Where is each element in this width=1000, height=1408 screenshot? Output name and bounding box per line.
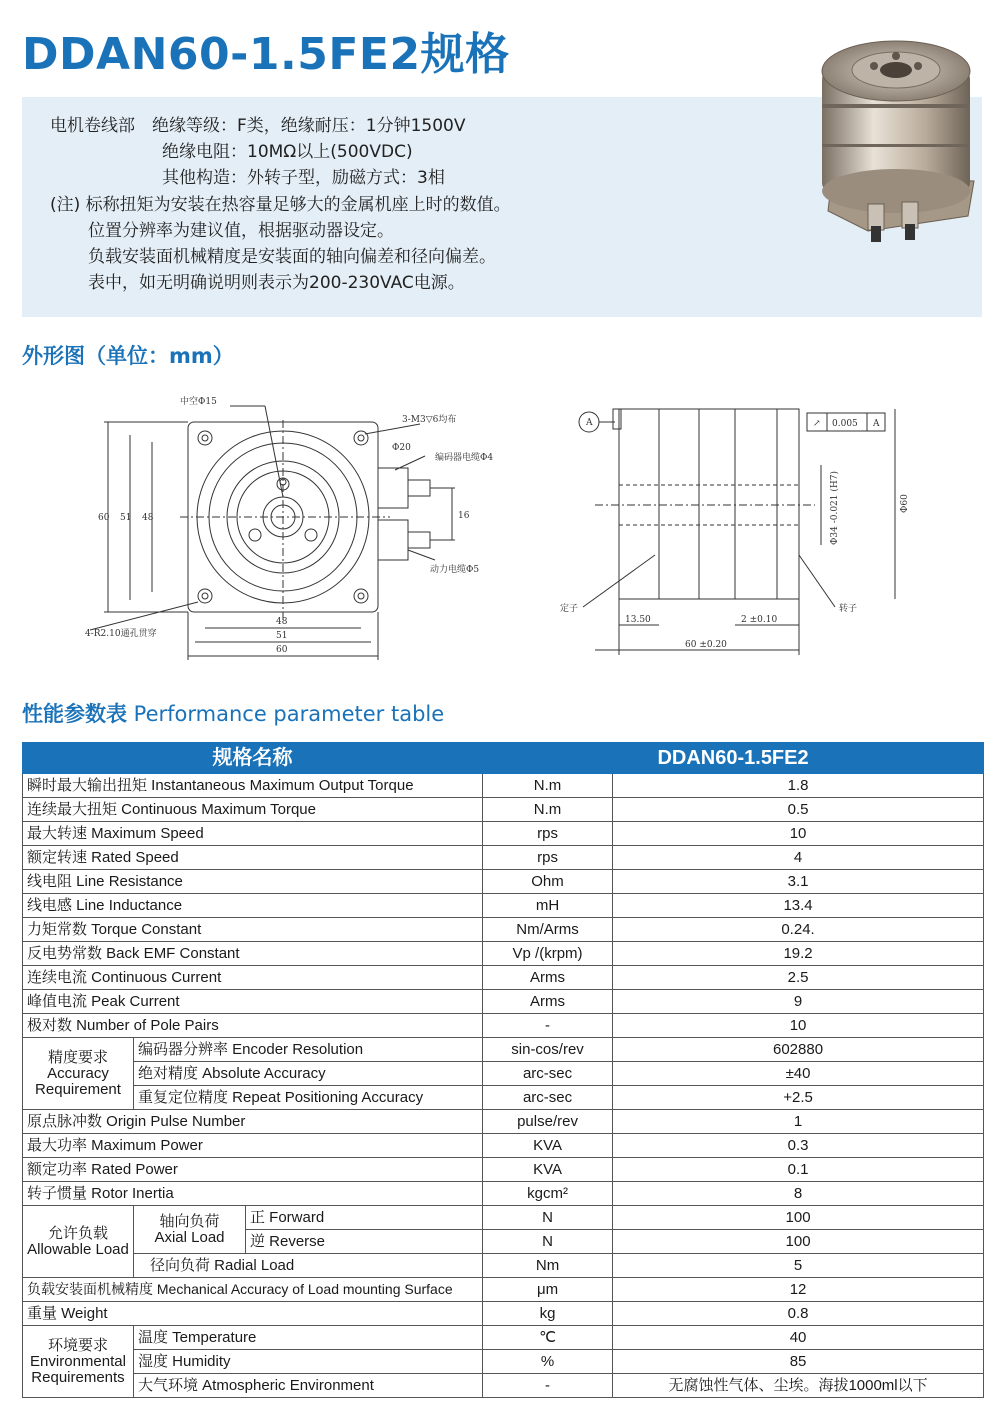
row-name: 反电势常数 Back EMF Constant (23, 942, 483, 966)
row-value: 0.5 (613, 798, 984, 822)
row-name: 峰值电流 Peak Current (23, 990, 483, 1014)
row-name: 温度 Temperature (134, 1326, 483, 1350)
label-d1350: 13.50 (625, 615, 651, 625)
row-unit: % (483, 1350, 613, 1374)
perf-title-en: Performance parameter table (127, 702, 445, 726)
group-accuracy-cn: 精度要求 (47, 1048, 108, 1066)
header-model: DDAN60-1.5FE2 (483, 743, 984, 774)
row-name: 径向负荷 Radial Load (134, 1254, 483, 1278)
row-name: 重复定位精度 Repeat Positioning Accuracy (134, 1086, 483, 1110)
row-unit: Arms (483, 966, 613, 990)
row-unit: - (483, 1374, 613, 1398)
row-value: 10 (613, 822, 984, 846)
row-value: 13.4 (613, 894, 984, 918)
label-tolerance-value: 0.005 (832, 419, 858, 429)
row-unit: KVA (483, 1158, 613, 1182)
row-unit: pulse/rev (483, 1110, 613, 1134)
row-name: 重量 Weight (23, 1302, 483, 1326)
row-unit: - (483, 1014, 613, 1038)
table-row (23, 918, 984, 942)
group-env-en2: Requirements (31, 1368, 125, 1386)
row-name: 连续电流 Continuous Current (23, 966, 483, 990)
performance-table (22, 742, 984, 1398)
row-value: 1 (613, 1110, 984, 1134)
row-value: 602880 (613, 1038, 984, 1062)
spec-line-resolution: 位置分辨率为建议值，根据驱动器设定。 (88, 221, 394, 241)
table-row (23, 1014, 984, 1038)
drawing-section-title: 外形图（单位：mm） (22, 344, 234, 368)
label-d34: Φ34 -0.021 (H7) (830, 471, 840, 545)
label-hollow: 中空Φ15 (180, 397, 217, 407)
table-row (23, 1254, 984, 1278)
row-name: 极对数 Number of Pole Pairs (23, 1014, 483, 1038)
row-unit: rps (483, 846, 613, 870)
table-row (23, 990, 984, 1014)
label-d60-side: Φ60 (900, 494, 910, 513)
table-row (23, 1158, 984, 1182)
row-value: 40 (613, 1326, 984, 1350)
row-name: 原点脉冲数 Origin Pulse Number (23, 1110, 483, 1134)
row-unit: rps (483, 822, 613, 846)
row-name: 线电感 Line Inductance (23, 894, 483, 918)
row-value: +2.5 (613, 1086, 984, 1110)
group-environment (23, 1326, 134, 1398)
table-row (23, 1350, 984, 1374)
row-unit: KVA (483, 1134, 613, 1158)
row-unit: kgcm² (483, 1182, 613, 1206)
label-encoder-cable: 编码器电缆Φ4 (435, 453, 494, 463)
table-row (23, 894, 984, 918)
row-unit: kg (483, 1302, 613, 1326)
row-value: 100 (613, 1206, 984, 1230)
label-tolerance-ref: A (873, 419, 880, 429)
row-unit: Vp /(krpm) (483, 942, 613, 966)
row-name: 逆 Reverse (246, 1230, 483, 1254)
group-env-en1: Environmental (30, 1352, 126, 1370)
row-value: 10 (613, 1014, 984, 1038)
label-d51-vertical: 51 (120, 513, 132, 523)
table-row (23, 870, 984, 894)
row-name: 力矩常数 Torque Constant (23, 918, 483, 942)
row-name: 连续最大扭矩 Continuous Maximum Torque (23, 798, 483, 822)
row-value: 85 (613, 1350, 984, 1374)
spec-line-resistance: 绝缘电阻：10MΩ以上(500VDC) (162, 142, 413, 162)
row-value: 100 (613, 1230, 984, 1254)
row-name: 编码器分辨率 Encoder Resolution (134, 1038, 483, 1062)
group-axial (134, 1206, 246, 1254)
label-tolerance-symbol: ↗ (813, 419, 821, 429)
group-load (23, 1206, 134, 1278)
row-value: 19.2 (613, 942, 984, 966)
spec-line-power: 表中，如无明确说明则表示为200-230VAC电源。 (88, 273, 465, 293)
spec-line-insulation: 电机卷线部 绝缘等级：F类，绝缘耐压：1分钟1500V (50, 116, 466, 136)
spec-line-note: (注) 标称扭矩为安装在热容量足够大的金属机座上时的数值。 (50, 195, 511, 215)
motor-photo (808, 26, 984, 246)
group-load-cn: 允许负载 (47, 1224, 108, 1242)
label-holes: 3-M3▽6均布 (402, 415, 457, 425)
table-header-row (23, 743, 984, 774)
row-value: 0.24. (613, 918, 984, 942)
label-stator: 定子 (560, 604, 579, 614)
table-row (23, 1110, 984, 1134)
row-name: 额定功率 Rated Power (23, 1158, 483, 1182)
row-unit: arc-sec (483, 1086, 613, 1110)
row-unit: sin-cos/rev (483, 1038, 613, 1062)
row-unit: Ohm (483, 870, 613, 894)
label-d60-tol: 60 ±0.20 (685, 640, 727, 650)
spec-line-structure: 其他构造：外转子型，励磁方式：3相 (162, 168, 445, 188)
row-name: 正 Forward (246, 1206, 483, 1230)
row-unit: mH (483, 894, 613, 918)
row-name: 最大功率 Maximum Power (23, 1134, 483, 1158)
table-row (23, 966, 984, 990)
row-name: 最大转速 Maximum Speed (23, 822, 483, 846)
table-row (23, 798, 984, 822)
table-row (23, 1062, 984, 1086)
row-value: 9 (613, 990, 984, 1014)
page-title: DDAN60-1.5FE2规格 (22, 29, 510, 80)
row-unit: N.m (483, 798, 613, 822)
table-row (23, 1206, 984, 1230)
row-unit: N (483, 1206, 613, 1230)
row-name: 瞬时最大输出扭矩 Instantaneous Maximum Output Torque (23, 774, 483, 798)
row-name: 湿度 Humidity (134, 1350, 483, 1374)
table-row (23, 846, 984, 870)
table-row (23, 1038, 984, 1062)
perf-title-cn: 性能参数表 (22, 702, 127, 726)
row-unit: arc-sec (483, 1062, 613, 1086)
table-row (23, 1302, 984, 1326)
table-row (23, 1086, 984, 1110)
row-unit: Arms (483, 990, 613, 1014)
perf-section-title (22, 698, 444, 728)
table-row (23, 1374, 984, 1398)
group-axial-en: Axial Load (154, 1228, 225, 1246)
label-d48-vertical: 48 (142, 513, 154, 523)
table-row (23, 774, 984, 798)
spec-line-accuracy: 负载安装面机械精度是安装面的轴向偏差和径向偏差。 (88, 247, 496, 267)
row-name: 负载安装面机械精度 Mechanical Accuracy of Load mounting Surface (23, 1278, 483, 1302)
table-row (23, 1134, 984, 1158)
front-view-drawing (80, 390, 500, 670)
label-d16: 16 (458, 511, 470, 521)
group-load-en: Allowable Load (27, 1240, 129, 1258)
row-value: 12 (613, 1278, 984, 1302)
label-datum-a: A (586, 418, 593, 428)
row-value: ±40 (613, 1062, 984, 1086)
row-value: 4 (613, 846, 984, 870)
label-d48-horizontal: 48 (276, 617, 288, 627)
table-row (23, 1326, 984, 1350)
row-name: 线电阻 Line Resistance (23, 870, 483, 894)
row-value: 8 (613, 1182, 984, 1206)
label-d60-horizontal: 60 (276, 645, 288, 655)
group-accuracy-en2: Requirement (35, 1080, 121, 1098)
row-unit: Nm/Arms (483, 918, 613, 942)
table-row (23, 1182, 984, 1206)
group-accuracy (23, 1038, 134, 1110)
group-axial-cn: 轴向负荷 (159, 1212, 220, 1230)
table-row (23, 942, 984, 966)
row-unit: N.m (483, 774, 613, 798)
row-unit: Nm (483, 1254, 613, 1278)
row-value: 0.1 (613, 1158, 984, 1182)
label-power-cable: 动力电缆Φ5 (430, 565, 480, 575)
row-value: 5 (613, 1254, 984, 1278)
row-value: 0.3 (613, 1134, 984, 1158)
label-d51-horizontal: 51 (276, 631, 288, 641)
row-value: 0.8 (613, 1302, 984, 1326)
row-unit: μm (483, 1278, 613, 1302)
label-rotor: 转子 (839, 604, 858, 614)
label-d60-vertical: 60 (98, 513, 110, 523)
row-unit: ℃ (483, 1326, 613, 1350)
row-unit: N (483, 1230, 613, 1254)
row-name: 绝对精度 Absolute Accuracy (134, 1062, 483, 1086)
label-d20: Φ20 (392, 443, 411, 453)
row-name: 转子惯量 Rotor Inertia (23, 1182, 483, 1206)
group-env-cn: 环境要求 (47, 1336, 108, 1354)
label-d2: 2 ±0.10 (741, 615, 778, 625)
row-value: 2.5 (613, 966, 984, 990)
row-name: 大气环境 Atmospheric Environment (134, 1374, 483, 1398)
group-accuracy-en1: Accuracy (47, 1064, 109, 1082)
row-value: 3.1 (613, 870, 984, 894)
row-name: 额定转速 Rated Speed (23, 846, 483, 870)
row-value: 无腐蚀性气体、尘埃。海拔1000ml以下 (613, 1374, 984, 1398)
label-corner-holes: 4-R2.10通孔贯穿 (85, 629, 157, 639)
header-spec-name: 规格名称 (23, 743, 483, 774)
side-view-drawing (555, 395, 925, 665)
row-value: 1.8 (613, 774, 984, 798)
table-row (23, 822, 984, 846)
table-row (23, 1278, 984, 1302)
